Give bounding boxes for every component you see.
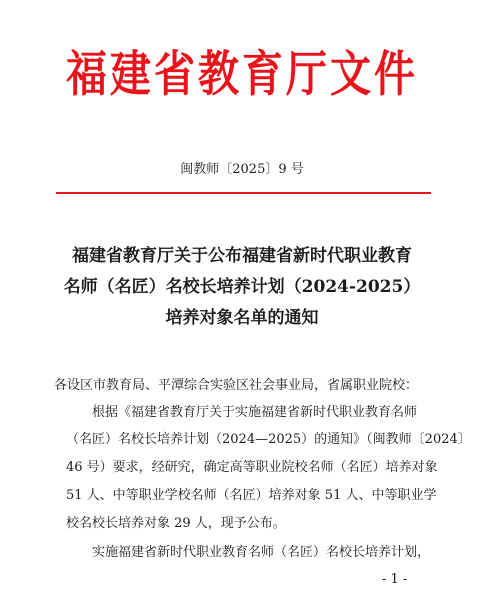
salutation-line: 各设区市教育局、平潭综合实验区社会事业局，省属职业院校： bbox=[54, 378, 419, 393]
title-line-2: 名师（名匠）名校长培养计划（2024-2025） bbox=[63, 277, 421, 297]
body-line-3: 46 号）要求，经研究，确定高等职业院校名师（名匠）培养对象 bbox=[66, 460, 438, 475]
title-line-1: 福建省教育厅关于公布福建省新时代职业教育 bbox=[72, 246, 412, 266]
masthead-title: 福建省教育厅文件 bbox=[66, 45, 418, 103]
body-line-1: 根据《福建省教育厅关于实施福建省新时代职业教育名师 bbox=[92, 405, 418, 420]
page-number: - 1 - bbox=[382, 572, 408, 587]
notice-title bbox=[30, 241, 454, 334]
body-line-4: 51 人、中等职业学校名师（名匠）培养对象 51 人、中等职业学 bbox=[66, 488, 437, 503]
red-separator-line bbox=[56, 192, 431, 194]
body-line-2: （名匠）名校长培养计划（2024—2025）的通知》（闽教师〔2024〕 bbox=[66, 432, 471, 447]
title-line-3: 培养对象名单的通知 bbox=[165, 308, 319, 328]
body-line-5: 校名校长培养对象 29 人，现予公布。 bbox=[66, 516, 286, 531]
document-number: 闽教师〔2025〕9 号 bbox=[180, 162, 304, 177]
body-line-6: 实施福建省新时代职业教育名师（名匠）名校长培养计划， bbox=[92, 545, 431, 560]
